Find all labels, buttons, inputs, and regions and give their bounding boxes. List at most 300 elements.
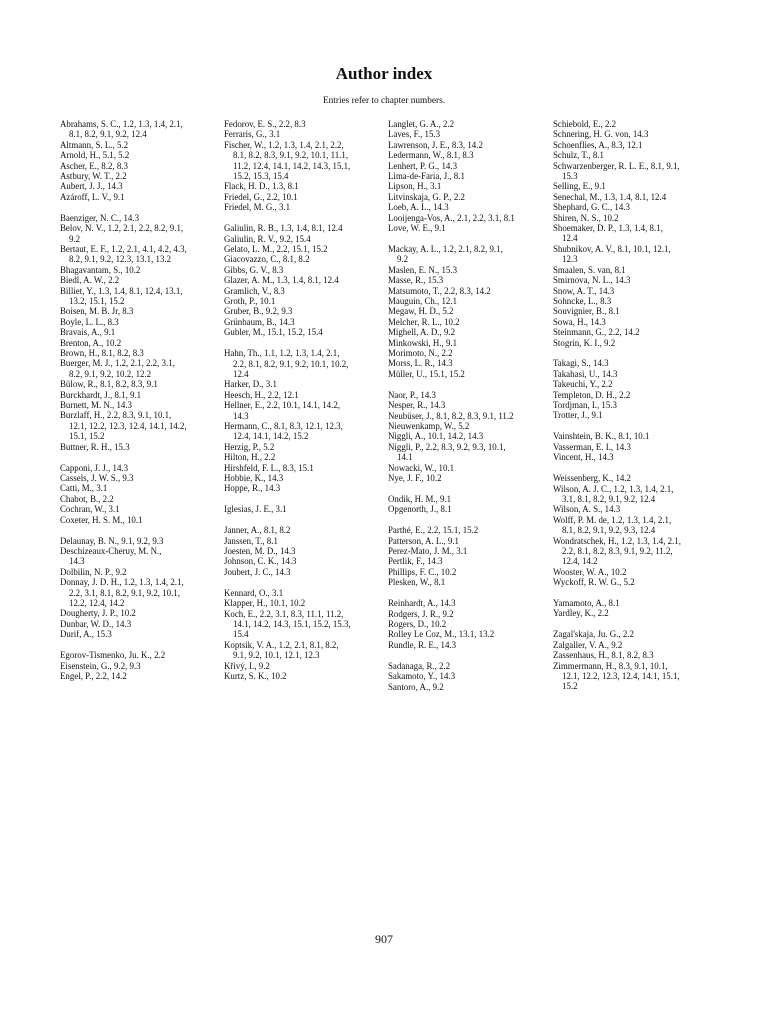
- index-entry: [224, 556, 384, 566]
- entry-text: Steinmann, G., 2.2, 14.2: [553, 327, 640, 338]
- entry-text: Burzlaff, H., 2.2, 8.3, 9.1, 10.1,: [60, 410, 172, 421]
- entry-text: Shubnikov, A. V., 8.1, 10.1, 12.1,: [553, 243, 671, 254]
- index-entry: [224, 661, 384, 671]
- entry-text: Catti, M., 3.1: [60, 483, 108, 494]
- entry-text: Heesch, H., 2.2, 12.1: [224, 389, 299, 400]
- entry-text: Lenhert, P. G., 14.3: [388, 160, 458, 171]
- entry-text: Bravais, A., 9.1: [60, 327, 116, 338]
- index-entry: [60, 463, 220, 473]
- index-entry: [388, 213, 548, 223]
- letter-group: [224, 223, 384, 337]
- index-entry: [553, 567, 713, 577]
- entry-text: Pertlik, F., 14.3: [388, 556, 443, 567]
- page-title: Author index: [335, 64, 433, 83]
- index-entry: [388, 181, 548, 191]
- entry-text: Delaunay, B. N., 9.1, 9.2, 9.3: [60, 535, 164, 546]
- index-entry: [60, 473, 220, 483]
- entry-text: Glazer, A. M., 1.3, 1.4, 8.1, 12.4: [224, 275, 339, 286]
- index-entry: [60, 483, 220, 493]
- entry-text: Shiren, N. S., 10.2: [553, 212, 619, 223]
- entry-text: Schiebold, E., 2.2: [553, 119, 617, 129]
- entry-text: Boisen, M. B. Jr, 8.3: [60, 306, 134, 317]
- entry-text: Stogrin, K. I., 9.2: [553, 337, 616, 348]
- entry-text: Naor, P., 14.3: [388, 389, 436, 400]
- entry-text: Janssen, T., 8.1: [224, 535, 278, 546]
- index-entry: [553, 431, 713, 441]
- entry-text: Burnett, M. N., 14.3: [60, 400, 132, 411]
- index-entry: [60, 577, 220, 608]
- index-entry: [224, 275, 384, 285]
- index-entry: [553, 661, 713, 692]
- entry-text: Gubler, M., 15.1, 15.2, 15.4: [224, 327, 323, 338]
- letter-group: [553, 473, 713, 587]
- entry-text: Love, W. E., 9.1: [388, 223, 446, 234]
- entry-continuation: 14.3: [233, 410, 249, 421]
- entry-continuation: 8.1, 8.2, 9.1, 9.2, 9.3, 12.4: [562, 525, 656, 536]
- entry-text: Kurtz, S. K., 10.2: [224, 671, 287, 681]
- index-entry: [224, 379, 384, 389]
- entry-text: Wooster, W. A., 10.2: [553, 566, 627, 577]
- index-entry: [553, 452, 713, 462]
- entry-continuation: 14.1, 14.2, 14.3, 15.1, 15.2, 15.3,: [233, 618, 351, 629]
- entry-text: Parthé, E., 2.2, 15.1, 15.2: [388, 525, 479, 536]
- entry-text: Smirnova, N. L., 14.3: [553, 275, 631, 286]
- page-number: 907: [375, 932, 393, 946]
- entry-text: Wilson, A. S., 14.3: [553, 504, 621, 515]
- entry-text: Melcher, R. L., 10.2: [388, 316, 460, 327]
- entry-text: Egorov-Tismenko, Ju. K., 2.2: [60, 650, 166, 661]
- index-entry: [388, 275, 548, 285]
- index-entry: [224, 244, 384, 254]
- index-entry: [60, 275, 220, 285]
- index-entry: [553, 484, 713, 505]
- entry-text: Hirshfeld, F. L., 8.3, 15.1: [224, 462, 314, 473]
- index-entry: [60, 244, 220, 265]
- entry-text: Matsumoto, T., 2.2, 8.3, 14.2: [388, 285, 491, 296]
- entry-text: Litvinskaja, G. P., 2.2: [388, 191, 465, 202]
- index-column-1: [60, 119, 220, 692]
- index-entry: [388, 390, 548, 400]
- index-entry: [553, 223, 713, 244]
- letter-group: [388, 525, 548, 587]
- entry-text: Takeuchi, Y., 2.2: [553, 379, 613, 390]
- entry-continuation: 9.1, 9.2, 10.1, 12.1, 12.3: [233, 650, 320, 661]
- index-entry: [553, 410, 713, 420]
- entry-continuation: 2.2, 8.1, 8.2, 8.3, 9.1, 9.2, 11.2,: [562, 545, 673, 556]
- index-entry: [388, 629, 548, 639]
- entry-continuation: 2.2, 8.1, 8.2, 9.1, 9.2, 10.1, 10.2,: [233, 358, 349, 369]
- index-entry: [60, 338, 220, 348]
- index-entry: [60, 306, 220, 316]
- entry-text: Eisenstein, G., 9.2, 9.3: [60, 660, 141, 671]
- index-entry: [388, 327, 548, 337]
- letter-group: [388, 494, 548, 515]
- entry-continuation: 12.4: [233, 368, 249, 379]
- index-entry: [224, 671, 384, 681]
- letter-group: [553, 119, 713, 348]
- index-entry: [388, 473, 548, 483]
- entry-text: Buttner, R. H., 15.3: [60, 441, 130, 452]
- index-entry: [388, 317, 548, 327]
- entry-text: Zassenhaus, H., 8.1, 8.2, 8.3: [553, 650, 654, 661]
- entry-text: Gelato, L. M., 2.2, 15.1, 15.2: [224, 243, 328, 254]
- entry-text: Deschizeaux-Cheruy, M. N.,: [60, 545, 162, 556]
- entry-text: Wyckoff, R. W. G., 5.2: [553, 577, 635, 588]
- entry-text: Shephard, G. C., 14.3: [553, 202, 630, 213]
- index-entry: [388, 619, 548, 629]
- index-entry: [224, 567, 384, 577]
- index-entry: [224, 286, 384, 296]
- letter-group: [553, 598, 713, 619]
- index-entry: [60, 119, 220, 140]
- entry-text: Biedl, A. W., 2.2: [60, 275, 120, 286]
- index-entry: [388, 150, 548, 160]
- index-entry: [224, 223, 384, 233]
- entry-continuation: 9.2: [397, 254, 409, 265]
- entry-text: Baenziger, N. C., 14.3: [60, 212, 140, 223]
- entry-text: Flack, H. D., 1.3, 8.1: [224, 181, 299, 192]
- index-entry: [553, 161, 713, 182]
- letter-group: [224, 348, 384, 494]
- entry-text: Hahn, Th., 1.1, 1.2, 1.3, 1.4, 2.1,: [224, 348, 340, 359]
- index-entry: [553, 515, 713, 536]
- index-entry: [224, 609, 384, 640]
- index-entry: [224, 296, 384, 306]
- entry-text: Hilton, H., 2.2: [224, 452, 276, 463]
- entry-continuation: 8.2, 9.1, 9.2, 12.3, 13.1, 13.2: [69, 254, 172, 265]
- index-entry: [60, 504, 220, 514]
- entry-continuation: 15.2: [562, 681, 578, 692]
- entry-text: Friedel, M. G., 3.1: [224, 202, 291, 213]
- index-entry: [553, 181, 713, 191]
- entry-text: Zimmermann, H., 8.3, 9.1, 10.1,: [553, 660, 668, 671]
- entry-text: Astbury, W. T., 2.2: [60, 171, 127, 182]
- index-entry: [224, 473, 384, 483]
- index-entry: [224, 598, 384, 608]
- entry-continuation: 2.2, 3.1, 8.1, 8.2, 9.1, 9.2, 10.1,: [69, 587, 180, 598]
- entry-text: Kennard, O., 3.1: [224, 587, 284, 598]
- entry-text: Azároff, L. V., 9.1: [60, 191, 125, 202]
- index-entry: [60, 265, 220, 275]
- entry-text: Lawrenson, J. E., 8.3, 14.2: [388, 139, 483, 150]
- index-entry: [553, 577, 713, 587]
- index-entry: [553, 536, 713, 567]
- index-entry: [553, 338, 713, 348]
- entry-text: Schulz, T., 8.1: [553, 150, 604, 161]
- index-entry: [553, 286, 713, 296]
- entry-text: Trotter, J., 9.1: [553, 410, 603, 421]
- index-entry: [388, 577, 548, 587]
- index-entry: [553, 504, 713, 514]
- entry-text: Joubert, J. C., 14.3: [224, 566, 291, 577]
- index-entry: [553, 119, 713, 129]
- entry-text: Minkowski, H., 9.1: [388, 337, 458, 348]
- entry-text: Senechal, M., 1.3, 1.4, 8.1, 12.4: [553, 191, 667, 202]
- entry-text: Schwarzenberger, R. L. E., 8.1, 9.1,: [553, 160, 680, 171]
- entry-text: Takagi, S., 14.3: [553, 358, 609, 369]
- index-entry: [388, 411, 548, 421]
- index-entry: [224, 546, 384, 556]
- index-entry: [388, 400, 548, 410]
- index-entry: [224, 421, 384, 442]
- entry-text: Yardley, K., 2.2: [553, 608, 609, 619]
- entry-continuation: 14.3: [69, 556, 85, 567]
- letter-group: [388, 244, 548, 379]
- entry-text: Bertaut, E. F., 1.2, 2.1, 4.1, 4.2, 4.3,: [60, 243, 187, 254]
- index-entry: [224, 400, 384, 421]
- index-entry: [553, 650, 713, 660]
- index-entry: [224, 202, 384, 212]
- index-entry: [388, 463, 548, 473]
- entry-continuation: 15.3: [562, 171, 578, 182]
- entry-text: Schoenflies, A., 8.3, 12.1: [553, 139, 643, 150]
- index-entry: [60, 671, 220, 681]
- index-entry: [553, 629, 713, 639]
- index-entry: [60, 317, 220, 327]
- entry-continuation: 12.3: [562, 254, 578, 265]
- entry-text: Giacovazzo, C., 8.1, 8.2: [224, 254, 310, 265]
- entry-continuation: 8.1, 8.2, 8.3, 9.1, 9.2, 10.1, 11.1,: [233, 150, 349, 161]
- entry-text: Klapper, H., 10.1, 10.2: [224, 598, 306, 609]
- index-entry: [553, 244, 713, 265]
- index-entry: [224, 588, 384, 598]
- entry-text: Arnold, H., 5.1, 5.2: [60, 150, 130, 161]
- index-entry: [553, 296, 713, 306]
- entry-text: Dougherty, J. P., 10.2: [60, 608, 136, 619]
- index-entry: [388, 296, 548, 306]
- index-entry: [553, 390, 713, 400]
- entry-text: Nye, J. F., 10.2: [388, 473, 442, 483]
- entry-text: Janner, A., 8.1, 8.2: [224, 525, 291, 536]
- index-entry: [388, 338, 548, 348]
- entry-text: Gruber, B., 9.2, 9.3: [224, 306, 293, 317]
- index-entry: [60, 140, 220, 150]
- entry-text: Vainshtein, B. K., 8.1, 10.1: [553, 431, 650, 442]
- index-entry: [553, 442, 713, 452]
- entry-text: Fischer, W., 1.2, 1.3, 1.4, 2.1, 2.2,: [224, 139, 344, 150]
- index-entry: [60, 661, 220, 671]
- index-entry: [388, 171, 548, 181]
- entry-continuation: 8.1, 8.2, 9.1, 9.2, 12.4: [69, 129, 147, 140]
- letter-group: [388, 390, 548, 484]
- entry-text: Aubert, J. J., 14.3: [60, 181, 123, 192]
- entry-text: Weissenberg, K., 14.2: [553, 473, 631, 484]
- index-entry: [388, 525, 548, 535]
- entry-text: Nesper, R., 14.3: [388, 400, 446, 411]
- entry-continuation: 13.2, 15.1, 15.2: [69, 296, 125, 306]
- index-entry: [388, 265, 548, 275]
- index-entry: [388, 682, 548, 692]
- entry-continuation: 12.4, 14.1, 14.2, 15.2: [233, 431, 309, 442]
- entry-text: Chabot, B., 2.2: [60, 493, 114, 504]
- letter-group: [60, 650, 220, 681]
- entry-text: Burckhardt, J., 8.1, 9.1: [60, 389, 142, 400]
- entry-text: Altmann, S. L., 5.2: [60, 139, 129, 150]
- index-entry: [224, 348, 384, 379]
- entry-text: Engel, P., 2.2, 14.2: [60, 670, 127, 681]
- letter-group: [224, 588, 384, 682]
- entry-text: Laves, F., 15.3: [388, 129, 441, 140]
- index-entry: [60, 410, 220, 441]
- index-entry: [388, 202, 548, 212]
- index-entry: [553, 202, 713, 212]
- index-entry: [224, 234, 384, 244]
- entry-text: Mauguin, Ch., 12.1: [388, 296, 458, 306]
- entry-text: Langlet, G. A., 2.2: [388, 119, 455, 129]
- entry-continuation: 12.4: [562, 233, 578, 244]
- letter-group: [224, 504, 384, 514]
- entry-text: Reinhardt, A., 14.3: [388, 598, 456, 609]
- index-entry: [388, 640, 548, 650]
- entry-text: Niggli, P., 2.2, 8.3, 9.2, 9.3, 10.1,: [388, 441, 506, 452]
- entry-continuation: 12.2, 12.4, 14.2: [69, 597, 125, 608]
- entry-text: Vincent, H., 14.3: [553, 452, 614, 463]
- entry-text: Patterson, A. L., 9.1: [388, 535, 459, 546]
- entry-continuation: 15.4: [233, 629, 249, 640]
- entry-text: Phillips, F. C., 10.2: [388, 566, 457, 577]
- entry-text: Smaalen, S. van, 8.1: [553, 264, 626, 275]
- entry-text: Koptsik, V. A., 1.2, 2.1, 8.1, 8.2,: [224, 639, 339, 650]
- index-entry: [388, 546, 548, 556]
- entry-text: Grünbaum, B., 14.3: [224, 316, 295, 327]
- index-entry: [60, 442, 220, 452]
- index-entry: [553, 598, 713, 608]
- entry-text: Hobbie, K., 14.3: [224, 473, 284, 483]
- index-entry: [553, 473, 713, 483]
- entry-text: Schnering, H. G. von, 14.3: [553, 129, 649, 140]
- index-entry: [553, 317, 713, 327]
- entry-text: Cassels, J. W. S., 9.3: [60, 473, 134, 483]
- index-entry: [60, 171, 220, 181]
- letter-group: [60, 213, 220, 452]
- entry-text: Mighell, A. D., 9.2: [388, 327, 456, 338]
- index-entry: [60, 379, 220, 389]
- letter-group: [224, 119, 384, 213]
- entry-text: Perez-Mato, J. M., 3.1: [388, 546, 468, 557]
- entry-text: Dolbilin, N. P., 9.2: [60, 566, 127, 577]
- entry-text: Maslen, E. N., 15.3: [388, 264, 458, 275]
- entry-text: Friedel, G., 2.2, 10.1: [224, 191, 298, 202]
- index-entry: [60, 546, 220, 567]
- index-entry: [60, 650, 220, 660]
- index-entry: [224, 463, 384, 473]
- entry-text: Ledermann, W., 8.1, 8.3: [388, 150, 474, 161]
- page-subtitle: Entries refer to chapter numbers.: [322, 96, 446, 106]
- index-entry: [388, 421, 548, 431]
- entry-text: Gramlich, V., 8.3: [224, 285, 285, 296]
- index-entry: [388, 671, 548, 681]
- index-entry: [60, 348, 220, 358]
- entry-text: Hellner, E., 2.2, 10.1, 14.1, 14.2,: [224, 400, 340, 411]
- entry-text: Vasserman, E. I., 14.3: [553, 441, 631, 452]
- index-entry: [60, 192, 220, 202]
- index-entry: [60, 515, 220, 525]
- entry-text: Brown, H., 8.1, 8.2, 8.3: [60, 348, 144, 359]
- entry-text: Yamamoto, A., 8.1: [553, 598, 620, 609]
- index-entry: [553, 358, 713, 368]
- entry-continuation: 15.1, 15.2: [69, 431, 105, 442]
- index-column-2: [224, 119, 384, 692]
- entry-text: Sohncke, L., 8.3: [553, 295, 612, 306]
- index-entry: [553, 150, 713, 160]
- entry-text: Coxeter, H. S. M., 10.1: [60, 514, 143, 525]
- entry-text: Iglesias, J. E., 3.1: [224, 504, 287, 515]
- index-entry: [553, 327, 713, 337]
- index-entry: [388, 661, 548, 671]
- index-entry: [60, 400, 220, 410]
- entry-text: Groth, P., 10.1: [224, 296, 276, 306]
- entry-continuation: 3.1, 8.1, 8.2, 9.1, 9.2, 12.4: [562, 493, 656, 504]
- entry-text: Morimoto, N., 2.2: [388, 348, 453, 359]
- entry-text: Harker, D., 3.1: [224, 379, 277, 390]
- entry-text: Hoppe, R., 14.3: [224, 483, 281, 494]
- index-entry: [224, 536, 384, 546]
- letter-group: [553, 431, 713, 462]
- entry-text: Souvignier, B., 8.1: [553, 306, 620, 317]
- entry-text: Sadanaga, R., 2.2: [388, 660, 451, 671]
- index-entry: [553, 400, 713, 410]
- entry-text: Brenton, A., 10.2: [60, 337, 122, 348]
- index-entry: [388, 504, 548, 514]
- index-entry: [224, 525, 384, 535]
- index-entry: [224, 640, 384, 661]
- letter-group: [553, 358, 713, 420]
- entry-text: Zalgaller, V. A., 9.2: [553, 639, 623, 650]
- entry-continuation: 8.2, 9.1, 9.2, 10.2, 12.2: [69, 368, 152, 379]
- index-entry: [388, 119, 548, 129]
- index-entry: [224, 254, 384, 264]
- index-entry: [553, 306, 713, 316]
- index-entry: [224, 483, 384, 493]
- entry-text: Boyle, L. L., 8.3: [60, 316, 119, 327]
- entry-text: Donnay, J. D. H., 1.2, 1.3, 1.4, 2.1,: [60, 577, 184, 588]
- entry-text: Galiulin, R. V., 9.2, 15.4: [224, 233, 311, 244]
- index-entry: [388, 223, 548, 233]
- entry-text: Wolff, P. M. de, 1.2, 1.3, 1.4, 2.1,: [553, 514, 672, 525]
- index-entry: [388, 161, 548, 171]
- entry-text: Morss, L. R., 14.3: [388, 358, 453, 369]
- entry-text: Gibbs, G. V., 8.3: [224, 264, 284, 275]
- entry-continuation: 9.2: [69, 233, 81, 244]
- entry-text: Santoro, A., 9.2: [388, 681, 444, 692]
- entry-text: Billiet, Y., 1.3, 1.4, 8.1, 12.4, 13.1,: [60, 285, 183, 296]
- index-column-4: [553, 119, 713, 702]
- index-entry: [388, 609, 548, 619]
- entry-continuation: 14.1: [397, 452, 413, 463]
- index-entry: [224, 181, 384, 191]
- index-entry: [224, 327, 384, 337]
- index-entry: [388, 431, 548, 441]
- index-entry: [224, 192, 384, 202]
- entry-text: Ascher, E., 8.2, 8.3: [60, 160, 128, 171]
- entry-text: Selling, E., 9.1: [553, 181, 606, 192]
- index-entry: [224, 140, 384, 182]
- entry-text: Galiulin, R. B., 1.3, 1.4, 8.1, 12.4: [224, 223, 343, 234]
- index-entry: [224, 442, 384, 452]
- index-entry: [60, 608, 220, 618]
- entry-text: Plesken, W., 8.1: [388, 577, 446, 588]
- entry-text: Loeb, A. L., 14.3: [388, 202, 449, 213]
- entry-text: Nowacki, W., 10.1: [388, 462, 455, 473]
- entry-text: Wilson, A. J. C., 1.2, 1.3, 1.4, 2.1,: [553, 483, 674, 494]
- index-entry: [224, 265, 384, 275]
- entry-text: Capponi, J. J., 14.3: [60, 462, 129, 473]
- entry-text: Cochran, W., 3.1: [60, 504, 120, 515]
- letter-group: [388, 598, 548, 650]
- entry-text: Hermann, C., 8.1, 8.3, 12.1, 12.3,: [224, 420, 343, 431]
- letter-group: [60, 119, 220, 202]
- entry-text: Opgenorth, J., 8.1: [388, 504, 452, 515]
